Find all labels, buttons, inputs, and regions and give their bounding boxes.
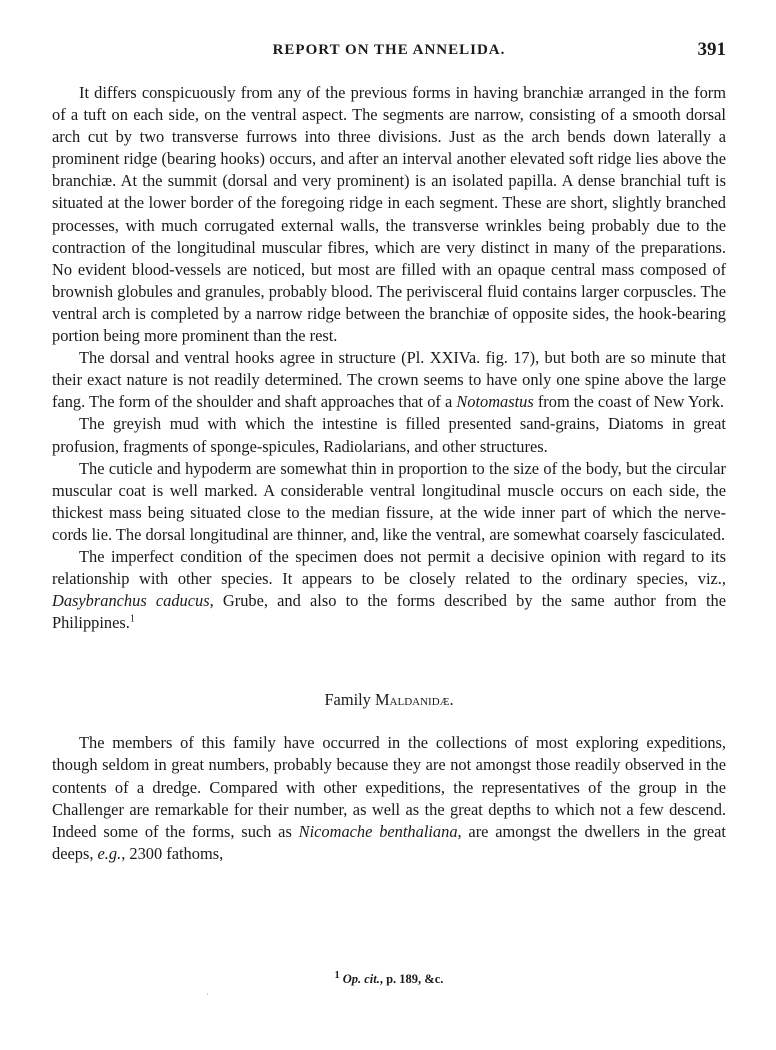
paragraph-6-text: The members of this family have occurred in the collections of most exploring expeditions, though seldom in great numbers, probably because they are not amongst those readily observed in the contents of a dredge. Compared with other expeditions, the representatives of the group in the Challenger are remarkable for their number, as well as the great depths to which not a few descend. Indeed some of the forms, such as	[52, 733, 726, 841]
section-heading	[52, 690, 726, 710]
heading-prefix: Family	[324, 690, 375, 710]
footnote	[52, 969, 726, 987]
paragraph-6-text-end: , 2300 fathoms,	[121, 843, 224, 863]
stray-mark: ·	[206, 990, 209, 999]
paragraph-4: The cuticle and hypoderm are somewhat thin in proportion to the size of the body, but the circular muscular coat is well marked. A considerable ventral longitudinal muscle occurs on each side, the thickest mass being situated close to the median fissure, at the wide inner part of which the nerve-cords lie. The dorsal longitudinal are thinner, and, like the ventral, are somewhat coarsely fasciculated.	[52, 458, 726, 544]
paragraph-3: The greyish mud with which the intestine is filled presented sand-grains, Diatoms in great profusion, fragments of sponge-spicules, Radiolarians, and other structures.	[52, 414, 726, 456]
running-title: REPORT ON THE ANNELIDA.	[272, 42, 506, 58]
paragraph-5	[52, 546, 726, 634]
family-name: Maldanidæ.	[374, 690, 454, 710]
paragraph-2	[52, 347, 726, 413]
footnote-number: 1	[334, 969, 340, 981]
page-body	[52, 82, 726, 865]
paragraph-5-text: The imperfect condition of the specimen does not permit a decisive opinion with regard to its relationship with other species. It appears to be closely related to the ordinary species, viz.,	[52, 546, 726, 589]
abbreviation: e.g.	[97, 843, 122, 863]
paragraph-5-text-end: , Grube, and also to the forms described by the same author from the Philippines.	[52, 591, 726, 633]
footnote-text: , p. 189, &c.	[379, 972, 444, 986]
page-header	[52, 39, 726, 66]
footnote-citation: Op. cit.	[342, 972, 380, 986]
paragraph-2-text-end: from the coast of New York.	[533, 392, 725, 412]
paragraph-6-text-mid: , are amongst the dwellers in the great deeps,	[52, 821, 726, 863]
genus-name: Notomastus	[456, 392, 534, 412]
paragraph-2-text: The dorsal and ventral hooks agree in structure (Pl. XXIVa. fig. 17), but both are so minute that their exact nature is not readily determined. The crown seems to have only one spine above the large fang. The form of the shoulder and shaft approaches that of a	[52, 348, 726, 412]
species-name: Nicomache benthaliana	[298, 821, 458, 841]
footnote-reference: 1	[129, 613, 135, 625]
paragraph-6	[52, 732, 726, 865]
paragraph-1: It differs conspicuously from any of the previous forms in having branchiæ arranged in the form of a tuft on each side, on the ventral aspect. The segments are narrow, consisting of a smooth dorsal arch cut by two transverse furrows into three divisions. Just as the arch bends down laterally a prominent ridge (bearing hooks) occurs, and after an interval another elevated soft ridge lies above the branchiæ. At the summit (dorsal and very prominent) is an isolated papilla. A dense branchial tuft is situated at the lower border of the foregoing ridge in each segment. These are short, slightly branched processes, with much corrugated external walls, the transverse wrinkles being probably due to the contraction of the longitudinal muscular fibres, which are very distinct in many of the preparations. No evident blood-vessels are noticed, but most are filled with an opaque central mass composed of brownish globules and granules, probably blood. The perivisceral fluid contains larger corpuscles. The ventral arch is completed by a narrow ridge between the branchiæ of opposite sides, the hook-bearing portion being more prominent than the rest.	[52, 83, 726, 346]
species-name: Dasybranchus caducus	[52, 591, 210, 611]
page-number: 391	[697, 39, 726, 60]
